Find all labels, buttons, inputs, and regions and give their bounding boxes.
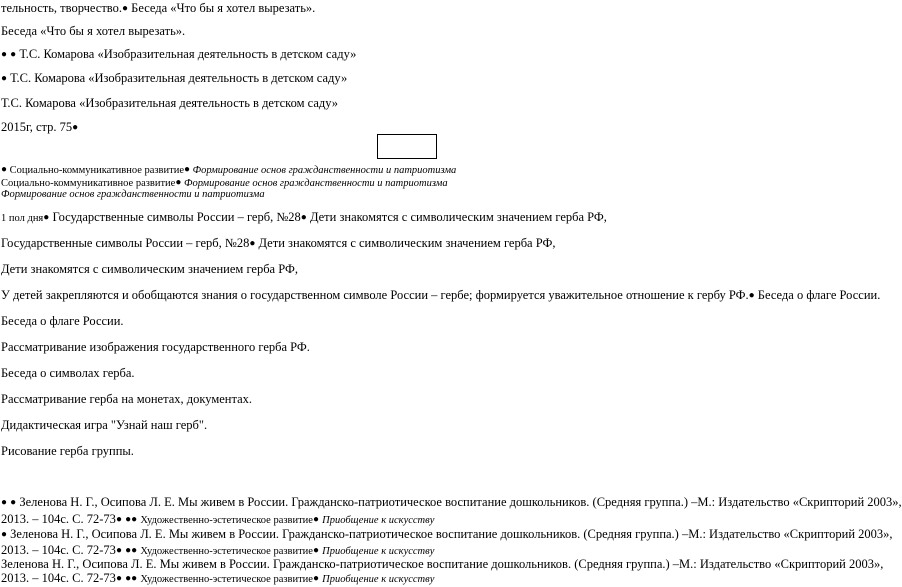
text-line: Рассматривание изображения государственного герба РФ. [1,340,310,354]
text-line: Дидактическая игра "Узнай наш герб". [1,418,208,432]
text-line: Т.С. Комарова «Изобразительная деятельность в детском саду» [1,96,339,110]
text-line: Государственные символы России – герб, №28● Дети знакомятся с символическим значением герба РФ, [1,236,556,250]
text-line: Беседа о флаге России. [1,314,124,328]
text-line: Формирование основ гражданственности и патриотизма [1,189,265,200]
text-line: 2013. – 104с. С. 72-73● ●● Художественно-эстетическое развитие● Приобщение к искусству [1,543,435,557]
text-line: Беседа «Что бы я хотел вырезать». [1,24,186,38]
text-line: 1 пол дня● Государственные символы России – герб, №28● Дети знакомятся с символическим значением герба РФ, [1,210,607,224]
text-line: Рассматривание герба на монетах, документах. [1,392,253,406]
text-line: ● ● Т.С. Комарова «Изобразительная деятельность в детском саду» [1,47,357,61]
empty-frame [377,134,437,159]
text-line: 2015г, стр. 75● [1,120,79,134]
text-line: ● Социально-коммуникативное развитие● Формирование основ гражданственности и патриотизма [1,164,457,176]
text-line: Дети знакомятся с символическим значением герба РФ, [1,262,298,276]
text-line: У детей закрепляются и обобщаются знания о государственном символе России – гербе; формируется уважительное отношение к гербу РФ.● Беседа о флаге России. [1,288,881,302]
text-line: ● Зеленова Н. Г., Осипова Л. Е. Мы живем в России. Гражданско-патриотическое воспитание дошкольников. (Средняя группа.) –М.: Издательство «Скрипторий 2003», [1,527,893,541]
text-line: 2013. – 104с. С. 72-73● ●● Художественно-эстетическое развитие● Приобщение к искусству [1,512,435,526]
text-line: Рисование герба группы. [1,444,134,458]
text-line: Зеленова Н. Г., Осипова Л. Е. Мы живем в России. Гражданско-патриотическое воспитание дошкольников. (Средняя группа.) –М.: Издательство «Скрипторий 2003», [1,557,884,571]
text-line: ● Т.С. Комарова «Изобразительная деятельность в детском саду» [1,71,348,85]
text-line: Социально-коммуникативное развитие● Формирование основ гражданственности и патриотизма [1,177,448,189]
text-line: ● ● Зеленова Н. Г., Осипова Л. Е. Мы живем в России. Гражданско-патриотическое воспитание дошкольников. (Средняя группа.) –М.: Издательство «Скрипторий 2003», [1,495,902,509]
text-line: тельность, творчество.● Беседа «Что бы я хотел вырезать». [1,1,316,15]
text-line: 2013. – 104с. С. 72-73● ●● Художественно-эстетическое развитие● Приобщение к искусству [1,571,435,585]
text-line: Беседа о символах герба. [1,366,135,380]
